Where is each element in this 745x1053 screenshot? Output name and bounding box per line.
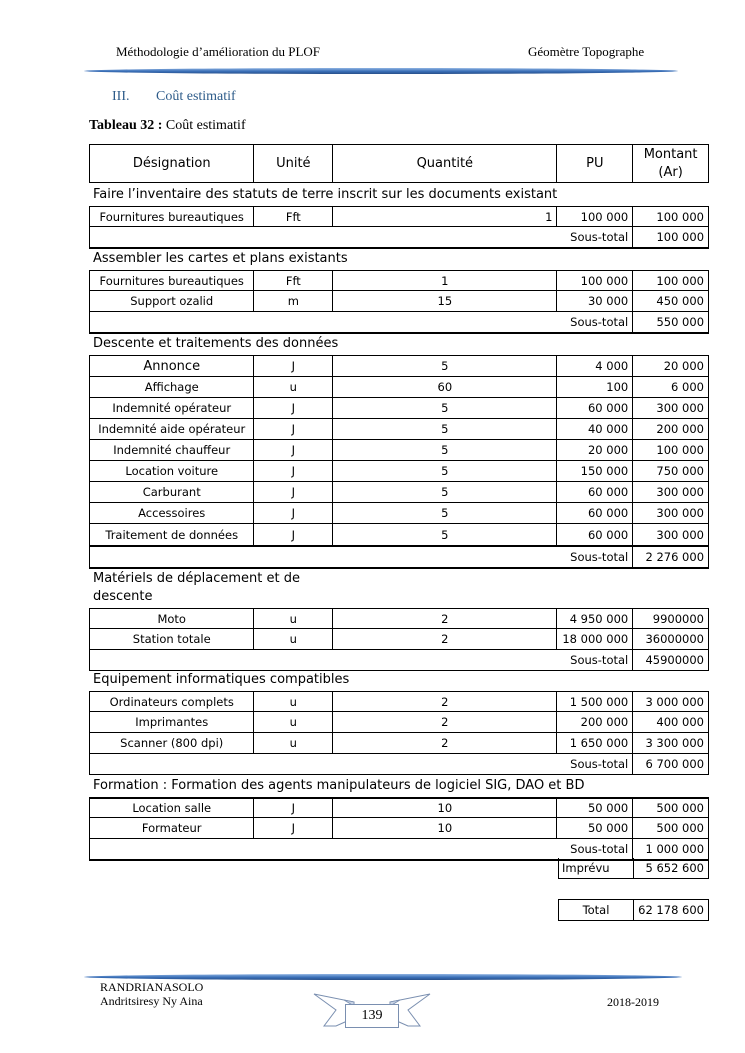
imprevu-label: Imprévu xyxy=(559,858,634,878)
cell-montant: 300 000 xyxy=(656,527,704,542)
cell-unite: Fft xyxy=(254,207,333,226)
cell-pu: 60 000 xyxy=(557,524,633,545)
cell-unite: J xyxy=(254,503,333,523)
cell-unite: Fft xyxy=(254,271,333,290)
cell-quantite: 5 xyxy=(333,398,557,418)
group-label: Formation : Formation des agents manipulateurs de logiciel SIG, DAO et BD xyxy=(93,778,585,793)
table-row xyxy=(89,270,709,291)
cell-unite: u xyxy=(254,377,333,397)
subtotal-value: 1 000 000 xyxy=(645,842,705,856)
group-inventaire xyxy=(89,183,709,249)
cell-quantite: 5 xyxy=(333,440,557,460)
section-title: Coût estimatif xyxy=(156,89,236,104)
total-row xyxy=(558,899,709,921)
cell-quantite: 5 xyxy=(333,482,557,502)
running-header-subject: Géomètre Topographe xyxy=(528,44,645,59)
table-row xyxy=(89,461,709,482)
cell-montant: 3 000 000 xyxy=(645,694,704,709)
cell-quantite: 5 xyxy=(333,356,557,376)
cell-pu: 4 950 000 xyxy=(557,609,633,628)
footer-author xyxy=(100,980,203,1008)
table-caption-label: Tableau 32 : xyxy=(89,118,163,133)
cell-designation: Imprimantes xyxy=(90,712,254,732)
table-row xyxy=(89,291,709,312)
cell-montant: 36000000 xyxy=(645,632,704,646)
cell-designation: Indemnité chauffeur xyxy=(90,440,254,460)
table-row xyxy=(89,629,709,650)
table-row xyxy=(89,797,709,818)
cell-unite: J xyxy=(254,524,333,545)
cell-montant: 20 000 xyxy=(663,359,704,373)
cell-unite: J xyxy=(254,461,333,481)
subtotal-label: Sous-total xyxy=(557,312,633,332)
cell-designation: Fournitures bureautiques xyxy=(90,271,254,290)
subtotal-row xyxy=(89,547,709,569)
cell-designation: Scanner (800 dpi) xyxy=(90,733,254,753)
cell-designation: Carburant xyxy=(90,482,254,502)
col-header-designation: Désignation xyxy=(90,145,254,182)
cell-designation: Formateur xyxy=(90,818,254,838)
cell-pu: 60 000 xyxy=(557,503,633,523)
header-divider xyxy=(84,68,678,74)
cell-pu: 1 500 000 xyxy=(557,692,633,711)
subtotal-label: Sous-total xyxy=(557,754,633,774)
table-row xyxy=(89,355,709,377)
cell-montant: 300 000 xyxy=(656,485,704,499)
page-number: 139 xyxy=(345,1004,399,1028)
cell-montant: 3 300 000 xyxy=(645,736,704,750)
cell-quantite: 5 xyxy=(333,524,557,545)
table-caption xyxy=(89,118,246,134)
cell-pu: 60 000 xyxy=(557,482,633,502)
table-row xyxy=(89,419,709,440)
cell-quantite: 2 xyxy=(333,692,557,711)
cell-montant: 100 000 xyxy=(656,273,704,288)
imprevu-row xyxy=(558,858,709,879)
cell-pu: 4 000 xyxy=(557,356,633,376)
total-value: 62 178 600 xyxy=(638,903,704,917)
cell-quantite: 10 xyxy=(333,799,557,817)
cell-pu: 50 000 xyxy=(557,818,633,838)
cell-quantite: 5 xyxy=(333,461,557,481)
cell-quantite: 5 xyxy=(333,503,557,523)
subtotal-label: Sous-total xyxy=(557,547,633,567)
col-header-unite: Unité xyxy=(254,145,333,182)
group-descente xyxy=(89,332,709,569)
group-label: Descente et traitements des données xyxy=(93,336,339,351)
cell-designation: Location salle xyxy=(90,799,254,817)
cell-quantite: 2 xyxy=(333,733,557,753)
col-header-quantite: Quantité xyxy=(333,145,557,182)
cell-designation: Affichage xyxy=(90,377,254,397)
cell-designation: Annonce xyxy=(90,356,254,376)
cell-unite: u xyxy=(254,712,333,732)
footer-year: 2018-2019 xyxy=(607,995,659,1009)
running-header-title: Méthodologie d’amélioration du PLOF xyxy=(116,44,321,59)
cell-quantite: 15 xyxy=(333,291,557,311)
cell-quantite: 60 xyxy=(333,377,557,397)
section-number: III. xyxy=(112,89,130,104)
cell-pu: 100 xyxy=(557,377,633,397)
cell-designation: Moto xyxy=(90,609,254,628)
cell-pu: 40 000 xyxy=(557,419,633,439)
table-caption-text: Coût estimatif xyxy=(162,118,246,133)
subtotal-label: Sous-total xyxy=(557,650,633,670)
author-firstname: Andritsiresy Ny Aina xyxy=(100,994,203,1008)
cell-montant: 500 000 xyxy=(656,821,704,835)
section-heading xyxy=(112,89,236,105)
cell-designation: Support ozalid xyxy=(90,291,254,311)
cell-pu: 50 000 xyxy=(557,799,633,817)
group-label: Assembler les cartes et plans existants xyxy=(93,251,348,266)
cell-designation: Traitement de données xyxy=(90,524,254,545)
cell-quantite: 5 xyxy=(333,419,557,439)
cell-quantite: 2 xyxy=(333,712,557,732)
group-formation xyxy=(89,774,709,861)
cell-designation: Fournitures bureautiques xyxy=(90,207,254,226)
subtotal-value: 6 700 000 xyxy=(645,757,705,771)
cell-pu: 100 000 xyxy=(557,207,633,226)
cell-unite: J xyxy=(254,818,333,838)
cell-pu: 1 650 000 xyxy=(557,733,633,753)
cell-montant: 450 000 xyxy=(656,294,704,308)
table-header-row xyxy=(89,144,709,183)
table-row xyxy=(89,377,709,398)
cell-designation: Indemnité opérateur xyxy=(90,398,254,418)
cell-quantite: 1 xyxy=(333,207,557,226)
cell-montant: 100 000 xyxy=(656,209,704,224)
table-row xyxy=(89,818,709,839)
total-label: Total xyxy=(559,900,634,920)
col-header-montant: Montant (Ar) xyxy=(643,146,698,180)
table-row xyxy=(89,503,709,524)
cell-unite: J xyxy=(254,440,333,460)
cell-unite: J xyxy=(254,398,333,418)
cell-quantite: 2 xyxy=(333,629,557,649)
subtotal-label: Sous-total xyxy=(557,839,633,859)
table-row xyxy=(89,608,709,629)
group-label: Matériels de déplacement et de descente xyxy=(93,571,300,604)
cell-quantite: 10 xyxy=(333,818,557,838)
cell-unite: u xyxy=(254,629,333,649)
cell-unite: J xyxy=(254,482,333,502)
table-row xyxy=(89,440,709,461)
cell-montant: 500 000 xyxy=(656,801,704,815)
cell-unite: m xyxy=(254,291,333,311)
cell-pu: 18 000 000 xyxy=(557,629,633,649)
table-row xyxy=(89,691,709,712)
cell-quantite: 2 xyxy=(333,609,557,628)
table-row xyxy=(89,398,709,419)
cell-designation: Accessoires xyxy=(90,503,254,523)
subtotal-value: 45900000 xyxy=(645,653,705,667)
cell-designation: Location voiture xyxy=(90,461,254,481)
author-surname: RANDRIANASOLO xyxy=(100,980,204,994)
cell-unite: J xyxy=(254,419,333,439)
cost-table xyxy=(89,144,709,183)
cell-unite: u xyxy=(254,609,333,628)
table-row xyxy=(89,206,709,227)
cell-montant: 300 000 xyxy=(656,401,704,415)
subtotal-row xyxy=(89,227,709,249)
cell-pu: 30 000 xyxy=(557,291,633,311)
table-row xyxy=(89,482,709,503)
subtotal-row xyxy=(89,312,709,334)
subtotal-label: Sous-total xyxy=(557,227,633,247)
cell-montant: 9900000 xyxy=(652,611,704,626)
cell-montant: 200 000 xyxy=(656,422,704,436)
cell-designation: Station totale xyxy=(90,629,254,649)
cell-montant: 750 000 xyxy=(656,464,704,478)
cell-montant: 300 000 xyxy=(656,506,704,520)
cell-pu: 100 000 xyxy=(557,271,633,290)
subtotal-value: 100 000 xyxy=(656,230,705,244)
cell-designation: Indemnité aide opérateur xyxy=(90,419,254,439)
group-label: Faire l’inventaire des statuts de terre inscrit sur les documents existant xyxy=(93,187,558,202)
cell-unite: J xyxy=(254,799,333,817)
cell-pu: 60 000 xyxy=(557,398,633,418)
cell-pu: 150 000 xyxy=(557,461,633,481)
subtotal-row xyxy=(89,754,709,775)
table-row xyxy=(89,733,709,754)
cell-quantite: 1 xyxy=(333,271,557,290)
col-header-pu: PU xyxy=(557,145,633,182)
table-row xyxy=(89,712,709,733)
group-materiels xyxy=(89,567,709,671)
group-equipement xyxy=(89,668,709,775)
subtotal-value: 2 276 000 xyxy=(645,550,705,564)
cell-unite: u xyxy=(254,692,333,711)
subtotal-value: 550 000 xyxy=(656,315,705,329)
table-row xyxy=(89,524,709,547)
cell-designation: Ordinateurs complets xyxy=(90,692,254,711)
cell-montant: 6 000 xyxy=(671,380,704,394)
cell-montant: 400 000 xyxy=(656,715,704,729)
cell-montant: 100 000 xyxy=(656,443,704,457)
cell-pu: 200 000 xyxy=(557,712,633,732)
group-label: Equipement informatiques compatibles xyxy=(93,672,350,687)
cell-pu: 20 000 xyxy=(557,440,633,460)
group-assembler xyxy=(89,247,709,334)
imprevu-value: 5 652 600 xyxy=(645,861,704,875)
cell-unite: u xyxy=(254,733,333,753)
cell-unite: J xyxy=(254,356,333,376)
